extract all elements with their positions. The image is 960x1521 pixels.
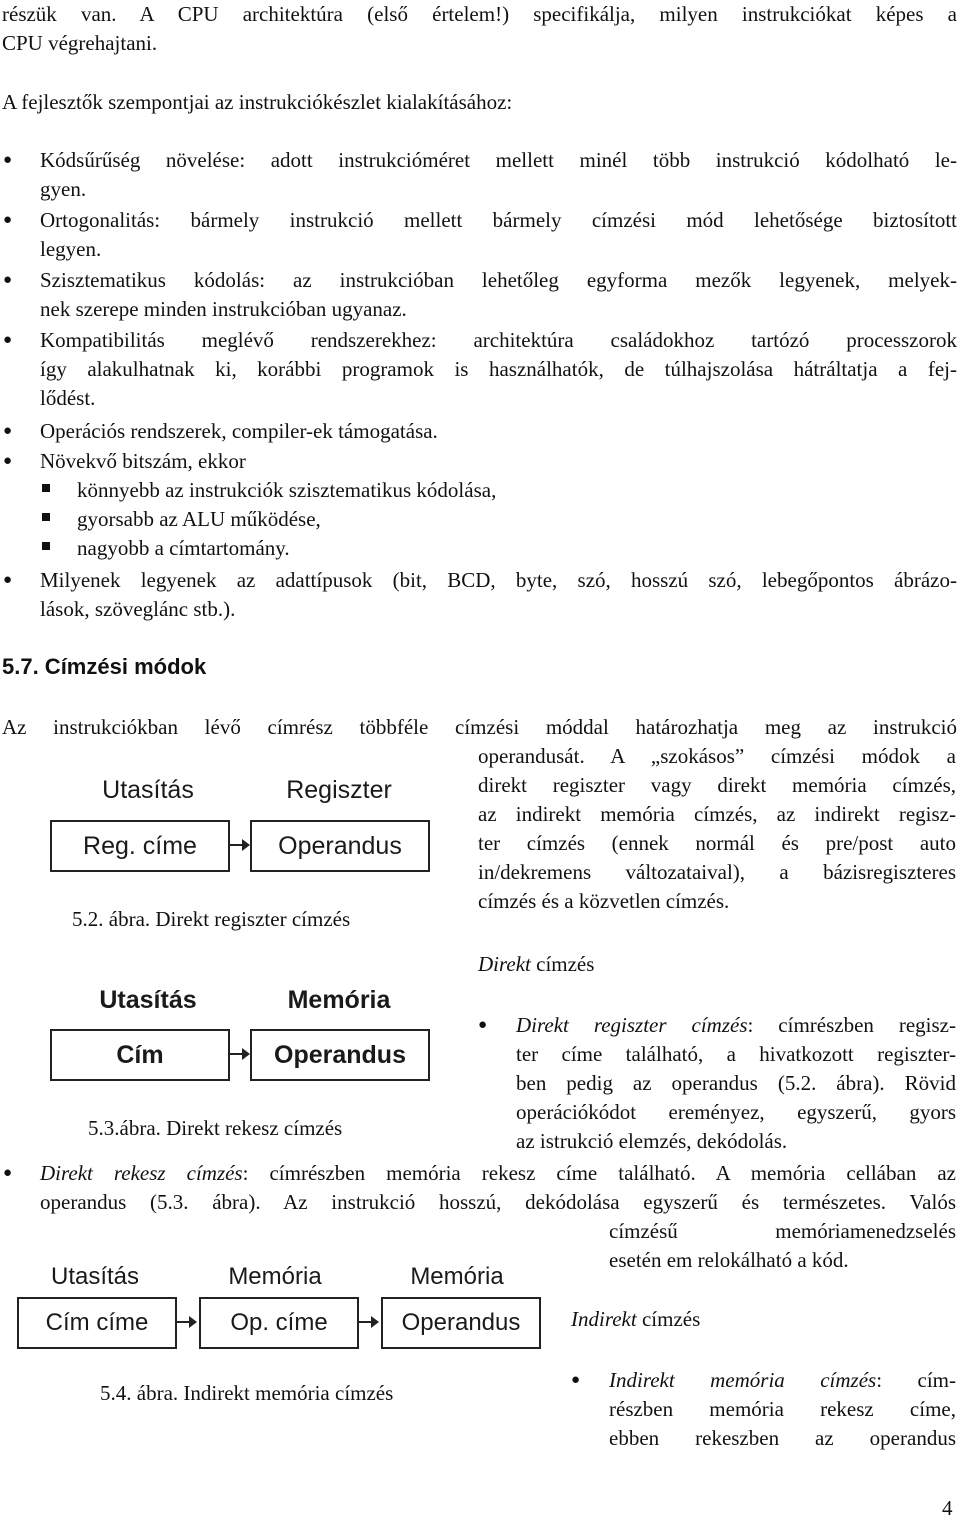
- figure-header: Memória: [410, 1263, 504, 1290]
- bullet-7-line-1: Milyenek legyenek az adattípusok (bit, BCD, byte, szó, hosszú szó, lebegőpontos ábrázo-: [40, 568, 957, 592]
- direkt-regiszter-line-3: ben pedig az operandus (5.2. ábra). Rövid: [516, 1071, 956, 1095]
- figure-caption: 5.3.ábra. Direkt rekesz címzés: [88, 1116, 343, 1140]
- direkt-regiszter-line-4: operációkódot ereményez, egyszerű, gyors: [516, 1100, 956, 1124]
- bullet-3-line-1: Szisztematikus kódolás: az instrukcióban lehetőleg egyforma mezők legyenek, melyek-: [40, 268, 957, 292]
- right-line-2: direkt regiszter vagy direkt memória címzés,: [478, 773, 956, 797]
- bullet-icon: ●: [3, 152, 13, 168]
- intro-line-1: részük van. A CPU architektúra (első értelem!) specifikálja, milyen instrukciókat képes a: [2, 2, 957, 26]
- right-line-1: operandusát. A „szokásos” címzési módok a: [478, 744, 956, 768]
- figure-box: Operandus: [250, 1029, 430, 1081]
- figure-box: Cím: [50, 1029, 230, 1081]
- bullet-6: Növekvő bitszám, ekkor: [40, 449, 246, 473]
- arrow-icon: [228, 1042, 252, 1066]
- indirekt-memoria-line-1: Indirekt memória címzés: cím-: [609, 1368, 956, 1392]
- right-line-5: in/dekremens változataival), a bázisregiszteres: [478, 860, 956, 884]
- right-line-4: ter címzés (ennek normál és pre/post auto: [478, 831, 956, 855]
- bullet-icon: ●: [478, 1017, 488, 1033]
- direkt-regiszter-line-1: Direkt regiszter címzés: címrészben regisz-: [516, 1013, 957, 1037]
- square-bullet-icon: [42, 542, 50, 550]
- figure-5-3: [48, 975, 430, 1083]
- bullet-1-line-2: gyen.: [40, 177, 87, 201]
- figure-box: Cím címe: [17, 1297, 177, 1349]
- direkt-regiszter-line-2: ter címe található, a hivatkozott regiszter-: [516, 1042, 956, 1066]
- figure-header: Utasítás: [99, 986, 197, 1014]
- bullet-7-line-2: lások, szöveglánc stb.).: [40, 597, 236, 621]
- section-heading: 5.7. Címzési módok: [2, 654, 207, 679]
- figure-box: Reg. címe: [50, 820, 230, 872]
- right-line-3: az indirekt memória címzés, az indirekt regisz-: [478, 802, 956, 826]
- figure-header: Utasítás: [102, 776, 194, 804]
- subheading-direkt: Direkt címzés: [478, 952, 595, 976]
- figure-caption: 5.4. ábra. Indirekt memória címzés: [100, 1381, 394, 1405]
- bullet-icon: ●: [3, 332, 13, 348]
- intro-line-3: A fejlesztők szempontjai az instrukciókészlet kialakításához:: [2, 90, 513, 114]
- direkt-rekesz-line-4: esetén em relokálható a kód.: [609, 1248, 849, 1272]
- direkt-rekesz-line-1: Direkt rekesz címzés: címrészben memória rekesz címe található. A memória cellában az: [40, 1161, 956, 1185]
- sub-bullet-3: nagyobb a címtartomány.: [77, 536, 290, 560]
- bullet-icon: ●: [571, 1372, 581, 1388]
- intro-line-2: CPU végrehajtani.: [2, 31, 158, 55]
- bullet-2-line-1: Ortogonalitás: bármely instrukció mellett bármely címzési mód lehetősége biztosított: [40, 208, 957, 232]
- direkt-regiszter-line-5: az istrukció elemzés, dekódolás.: [516, 1129, 788, 1153]
- figure-box: Operandus: [250, 820, 430, 872]
- sub-bullet-1: könnyebb az instrukciók szisztematikus kódolása,: [77, 478, 497, 502]
- bullet-5: Operációs rendszerek, compiler-ek támogatása.: [40, 419, 438, 443]
- direkt-rekesz-line-3a: címzésű: [609, 1219, 678, 1243]
- arrow-icon: [175, 1310, 199, 1334]
- bullet-icon: ●: [3, 572, 13, 588]
- sub-bullet-2: gyorsabb az ALU működése,: [77, 507, 321, 531]
- figure-caption: 5.2. ábra. Direkt regiszter címzés: [72, 907, 351, 931]
- page-number: 4: [942, 1496, 953, 1520]
- indirekt-memoria-line-3: ebben rekeszben az operandus: [609, 1426, 956, 1450]
- direkt-rekesz-line-2: operandus (5.3. ábra). Az instrukció hosszú, dekódolása egyszerű és természetes. Valós: [40, 1190, 956, 1214]
- bullet-2-line-2: legyen.: [40, 237, 102, 261]
- bullet-icon: ●: [3, 453, 13, 469]
- square-bullet-icon: [42, 513, 50, 521]
- bullet-1-line-1: Kódsűrűség növelése: adott instrukcióméret mellett minél több instrukció kódolható le-: [40, 148, 957, 172]
- bullet-icon: ●: [3, 272, 13, 288]
- figure-header: Memória: [228, 1263, 322, 1290]
- bullet-4-line-1: Kompatibilitás meglévő rendszerekhez: architektúra családokhoz tartózó processzorok: [40, 328, 957, 352]
- bullet-4-line-2: így alakulhatnak ki, korábbi programok is használhatók, de túlhajszolása hátráltatja a fej-: [40, 357, 957, 381]
- figure-header: Utasítás: [50, 1263, 140, 1290]
- bullet-icon: ●: [3, 1165, 13, 1181]
- square-bullet-icon: [42, 484, 50, 492]
- bullet-3-line-2: nek szerepe minden instrukcióban ugyanaz.: [40, 297, 407, 321]
- subheading-indirekt: Indirekt címzés: [571, 1307, 701, 1331]
- arrow-icon: [357, 1310, 381, 1334]
- section-paragraph-line-1: Az instrukciókban lévő címrész többféle címzési móddal határozhatja meg az instrukció: [2, 715, 957, 739]
- figure-header: Regiszter: [286, 776, 392, 804]
- figure-box: Operandus: [381, 1297, 541, 1349]
- figure-box: Op. címe: [199, 1297, 359, 1349]
- direkt-rekesz-line-3b: memóriamenedzselés: [775, 1219, 956, 1243]
- figure-5-2: [48, 765, 430, 873]
- indirekt-memoria-line-2: részben memória rekesz címe,: [609, 1397, 956, 1421]
- arrow-icon: [228, 833, 252, 857]
- bullet-icon: ●: [3, 212, 13, 228]
- figure-header: Memória: [287, 986, 391, 1014]
- bullet-icon: ●: [3, 423, 13, 439]
- figure-5-4: [15, 1255, 540, 1365]
- right-line-6: címzés és a közvetlen címzés.: [478, 889, 730, 913]
- bullet-4-line-3: lődést.: [40, 386, 96, 410]
